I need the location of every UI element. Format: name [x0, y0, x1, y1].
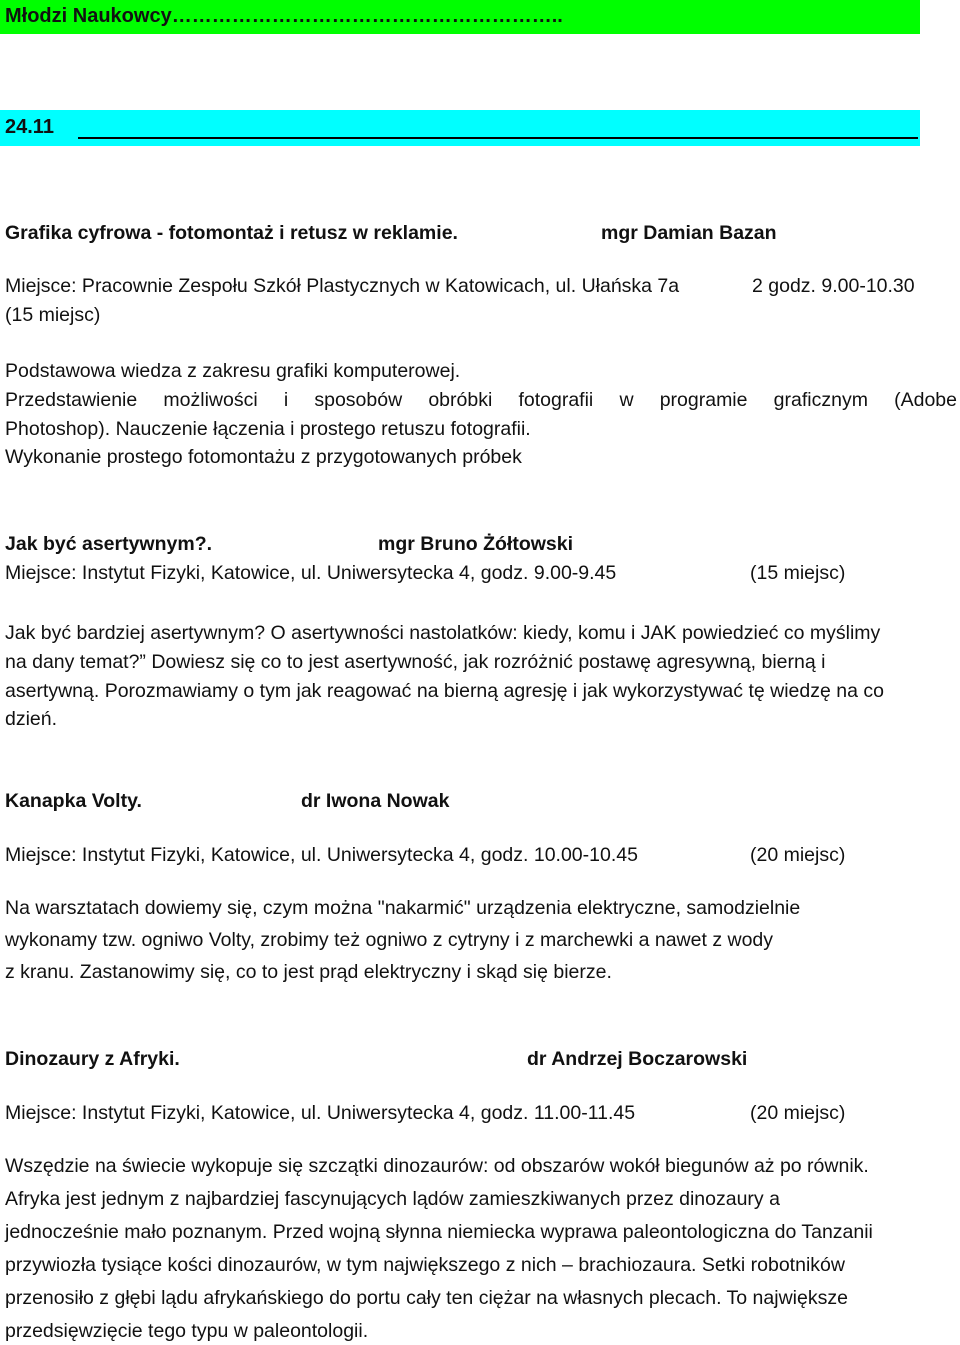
description-line: Wykonanie prostego fotomontażu z przygotowanych próbek: [5, 446, 522, 468]
workshop-seats: (15 miejsc): [5, 304, 101, 326]
description-line: dzień.: [5, 708, 58, 730]
description-line: z kranu. Zastanowimy się, co to jest prąd elektryczny i skąd się bierze.: [5, 961, 612, 983]
workshop-seats: (20 miejsc): [750, 844, 846, 866]
workshop-seats: (20 miejsc): [750, 1102, 846, 1124]
workshop-title: Jak być asertywnym?.: [5, 533, 213, 555]
workshop-lecturer: dr Andrzej Boczarowski: [527, 1048, 748, 1070]
description-line: przywiozła tysiące kości dinozaurów, w tym największego z nich – brachiozaura. Setki robotników: [5, 1254, 845, 1276]
description-line: wykonamy tzw. ogniwo Volty, zrobimy też ogniwo z cytryny i z marchewki a nawet z wody: [5, 929, 774, 951]
workshop-place: Miejsce: Instytut Fizyki, Katowice, ul. Uniwersytecka 4, godz. 9.00-9.45: [5, 562, 617, 584]
workshop-lecturer: mgr Bruno Żółtowski: [378, 533, 573, 555]
workshop-place: Miejsce: Instytut Fizyki, Katowice, ul. Uniwersytecka 4, godz. 11.00-11.45: [5, 1102, 636, 1124]
workshop-title: Kanapka Volty.: [5, 790, 142, 812]
description-line: asertywną. Porozmawiamy o tym jak reagować na bierną agresję i jak wykorzystywać tę wiedzę na co: [5, 680, 884, 702]
description-line: Podstawowa wiedza z zakresu grafiki komputerowej.: [5, 360, 461, 382]
workshop-seats: (15 miejsc): [750, 562, 846, 584]
workshop-time: 2 godz. 9.00-10.30: [752, 275, 915, 297]
description-line: jednocześnie mało poznanym. Przed wojną słynna niemiecka wyprawa paleontologiczna do Tanzanii: [5, 1221, 873, 1243]
workshop-lecturer: dr Iwona Nowak: [301, 790, 450, 812]
description-line: przedsięwzięcie tego typu w paleontologii.: [5, 1320, 369, 1342]
date-label: 24.11: [5, 116, 54, 138]
workshop-title: Dinozaury z Afryki.: [5, 1048, 180, 1070]
date-underline: [78, 137, 918, 139]
description-line: Afryka jest jednym z najbardziej fascynujących lądów zamieszkiwanych przez dinozaury a: [5, 1188, 780, 1210]
description-line: przenosiło z głębi lądu afrykańskiego do portu cały ten ciężar na własnych plecach. To największe: [5, 1287, 848, 1309]
description-line: Przedstawienie możliwości i sposobów obróbki fotografii w programie graficznym (Adobe: [5, 389, 957, 411]
description-line: na dany temat?” Dowiesz się co to jest asertywność, jak rozróżnić postawę agresywną, bierną i: [5, 651, 826, 673]
date-highlight: [0, 110, 920, 146]
workshop-title: Grafika cyfrowa - fotomontaż i retusz w reklamie.: [5, 222, 458, 244]
description-line: Jak być bardziej asertywnym? O asertywności nastolatków: kiedy, komu i JAK powiedzieć co myślimy: [5, 622, 881, 644]
description-line: Na warsztatach dowiemy się, czym można "nakarmić" urządzenia elektryczne, samodzielnie: [5, 897, 801, 919]
page-title: Młodzi Naukowcy…………………………………………………..: [5, 5, 563, 27]
workshop-place: Miejsce: Instytut Fizyki, Katowice, ul. Uniwersytecka 4, godz. 10.00-10.45: [5, 844, 638, 866]
workshop-lecturer: mgr Damian Bazan: [601, 222, 777, 244]
workshop-place: Miejsce: Pracownie Zespołu Szkół Plastycznych w Katowicach, ul. Ułańska 7a: [5, 275, 680, 297]
description-line: Wszędzie na świecie wykopuje się szczątki dinozaurów: od obszarów wokół biegunów aż po równik.: [5, 1155, 869, 1177]
description-line: Photoshop). Nauczenie łączenia i prostego retuszu fotografii.: [5, 418, 531, 440]
